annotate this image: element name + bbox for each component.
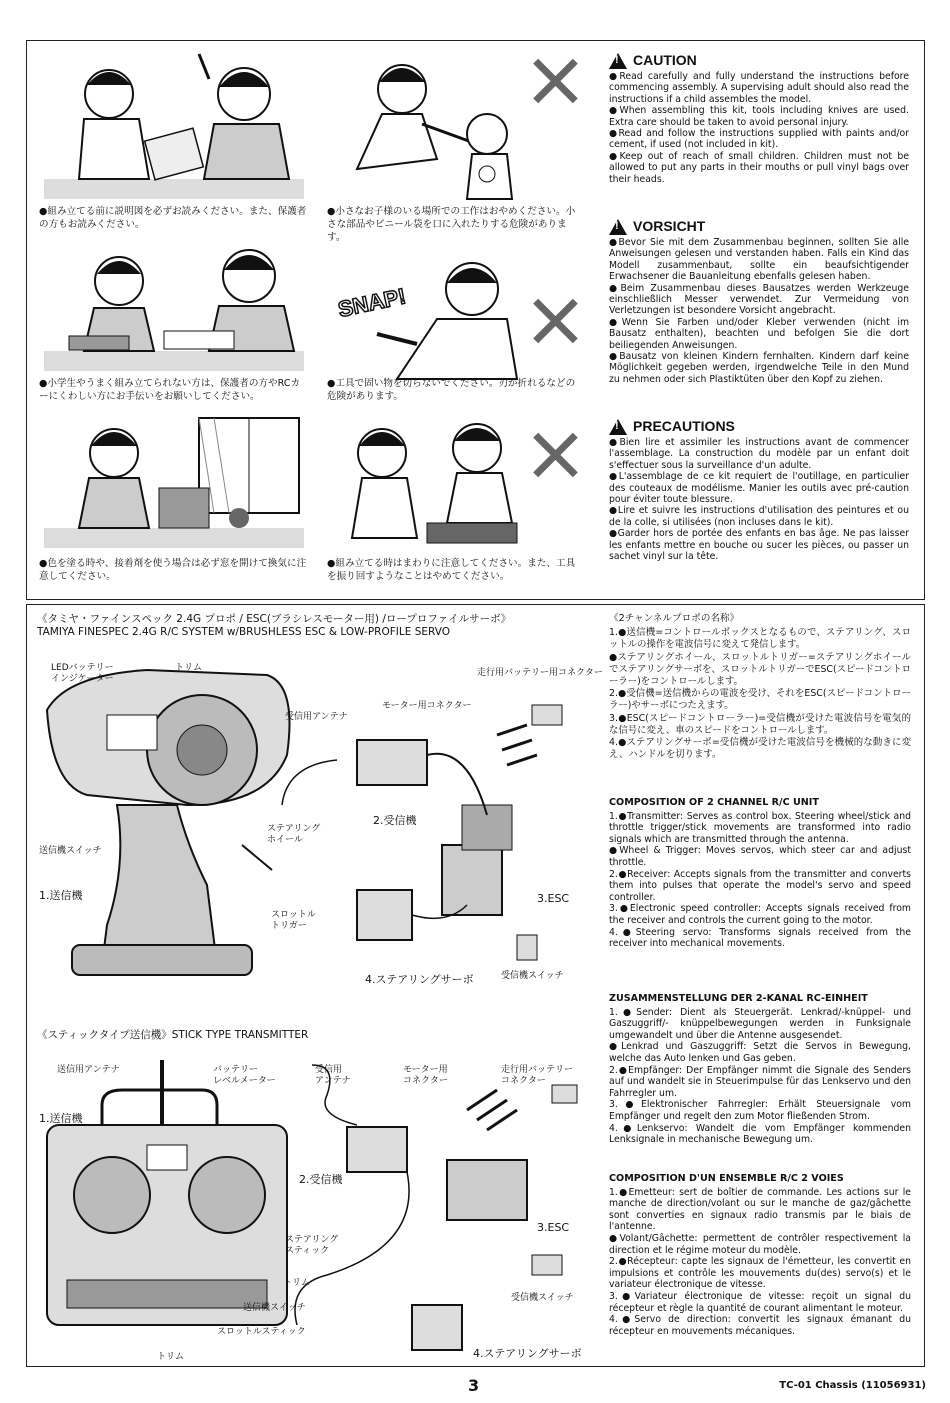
safety-panel (26, 40, 925, 600)
jp-composition-item: 3.●ESC(スピードコントローラー)=受信機が受けた電波信号を電気的な信号に変え、車のスピードをコントロールします。 (609, 712, 911, 736)
vorsicht-block (609, 219, 909, 385)
label-steering-servo-2: 4.ステアリングサーボ (473, 1347, 582, 1360)
page-number: 3 (468, 1376, 480, 1395)
de-composition-item: 1.●Sender: Dient als Steuergerät. Lenkrad/-knüppel- und Gaszuggriff/- knüppelbewegungen werden in Funksignale umgewandelt und über die Antenne ausgesendet. (609, 1006, 911, 1041)
label-rx-switch: 受信機スイッチ (501, 971, 564, 981)
vorsicht-item: ●Wenn Sie Farben und/oder Kleber verwenden (nicht im Bausatz enthalten), beachten und befolgen Sie die dort beiliegenden Anweisungen. (609, 316, 909, 351)
label-rx-antenna-2: 受信用 アンテナ (315, 1065, 351, 1086)
warning-triangle-icon (609, 53, 627, 69)
fr-composition-item: 1.●Emetteur: sert de boîtier de commande. Les actions sur le manche de direction/volant ou sur le manche de gaz/gâchette sont converties en signaux radio transmis par le biais de l'antenne. (609, 1186, 911, 1233)
en-composition-item: ●Wheel & Trigger: Moves servos, which steer car and adjust throttle. (609, 845, 911, 868)
en-composition-item: 1.●Transmitter: Serves as control box. Steering wheel/stick and throttle trigger/stick movements are transformed into radio signals which are transmitted through the antenna. (609, 810, 911, 845)
de-composition-item: 3.●Elektronischer Fahrregler: Erhält Steuersignale vom Empfänger und regelt den zum Motor fließenden Strom. (609, 1099, 911, 1122)
caution-title: CAUTION (633, 52, 697, 69)
label-trim-2: トリム (157, 1352, 185, 1362)
illustration-reading-manual (39, 49, 309, 204)
jp-composition-title: 《2チャンネルプロポの名称》 (609, 613, 740, 624)
en-composition-item: 4.●Steering servo: Transforms signals received from the receiver into mechanical movements. (609, 926, 911, 950)
prohibited-x-icon (533, 433, 577, 477)
vorsicht-title: VORSICHT (633, 218, 706, 235)
jp-composition-item: 4.●ステアリングサーボ=受信機が受けた電波信号を機械的な動きに変え、ハンドルを切ります。 (609, 737, 911, 761)
caution-item: ●Read and follow the instructions supplied with paints and/or cement, if used (not included in kit). (609, 128, 909, 151)
jp-composition-item: 2.●受信機=送信機からの電波を受け、それをESC(スピードコントローラー)やサーボにつたえます。 (609, 688, 911, 712)
label-receiver-2: 2.受信機 (299, 1173, 343, 1186)
jp-composition-item: 1.●送信機=コントロールボックスとなるもので、ステアリング、スロットルの操作を電波信号に変えて発信します。 (609, 627, 911, 651)
stick-transmitter-diagram (27, 1045, 602, 1365)
jp-note-3: ●小学生やうまく組み立てられない方は、保護者の方やRCカーにくわしい方にお手伝いをお願いしてください。 (39, 378, 301, 402)
vorsicht-item: ●Bevor Sie mit dem Zusammenbau beginnen, sollten Sie alle Anweisungen gelesen und verstanden haben. Falls ein Kind das Modell zusammenbaut, sollte ein beaufsichtigender Erwachsener die Bauanleitung ebenfalls gelesen haben. (609, 237, 909, 283)
fr-composition-item: 3.●Variateur électronique de vitesse: reçoit un signal du récepteur et règle la quantité de courant alimentant le moteur. (609, 1290, 911, 1314)
label-rx-switch-2: 受信機スイッチ (511, 1293, 574, 1303)
precautions-item: ●Garder hors de portée des enfants en bas âge. Ne pas laisser les enfants mettre en bouche ou sucer les pièces, ou passer un sachet vinyl sur la tête. (609, 528, 909, 563)
label-battery-meter: バッテリー レベルメーター (213, 1065, 276, 1086)
de-composition-title: ZUSAMMENSTELLUNG DER 2-KANAL RC-EINHEIT (609, 993, 868, 1004)
system-heading-jp: 《タミヤ・ファインスペック 2.4G プロポ / ESC(ブラシレスモーター用) /ロープロファイルサーボ》 (37, 613, 512, 625)
label-receiver: 2.受信機 (373, 814, 417, 827)
precautions-title: PRECAUTIONS (633, 418, 735, 435)
warning-triangle-icon (609, 219, 627, 235)
illustration-snap-tool (327, 249, 527, 389)
de-composition-item: 4.●Lenkservo: Wandelt die vom Empfänger kommenden Lenksignale in mechanische Bewegung um. (609, 1122, 911, 1146)
illustration-painting (39, 413, 309, 553)
vorsicht-item: ●Bausatz von kleinen Kindern fernhalten. Kindern darf keine Möglichkeit gegeben werden, irgendwelche Teile in den Mund zu nehmen oder sich Plastiktüten über den Kopf zu ziehen. (609, 351, 909, 385)
en-composition-title: COMPOSITION OF 2 CHANNEL R/C UNIT (609, 797, 819, 808)
label-battery-connector: 走行用バッテリー用コネクター (477, 668, 603, 678)
fr-composition-item: ●Volant/Gâchette: permettent de contrôler respectivement la direction et le régime moteur du modèle. (609, 1232, 911, 1256)
stick-heading: 《スティックタイプ送信機》STICK TYPE TRANSMITTER (37, 1029, 309, 1041)
prohibited-x-icon (533, 59, 577, 103)
caution-item: ●When assembling this kit, tools including knives are used. Extra care should be taken to avoid personal injury. (609, 105, 909, 128)
system-heading-en: TAMIYA FINESPEC 2.4G R/C SYSTEM w/BRUSHLESS ESC & LOW-PROFILE SERVO (37, 626, 450, 638)
label-battery-connector-2: 走行用バッテリー コネクター (501, 1065, 574, 1086)
fr-composition-title: COMPOSITION D'UN ENSEMBLE R/C 2 VOIES (609, 1173, 844, 1184)
rc-system-panel (26, 604, 925, 1367)
label-motor-connector-2: モーター用 コネクター (403, 1065, 448, 1086)
label-esc: 3.ESC (537, 892, 570, 905)
jp-note-1: ●組み立てる前に説明図を必ずお読みください。また、保護者の方もお読みください。 (39, 206, 307, 230)
en-composition (609, 797, 911, 950)
vorsicht-item: ●Beim Zusammenbau dieses Bausatzes werden Werkzeuge einschließlich Messer verwendet. Zur Vermeidung von Verletzungen ist besondere Vorsicht angebracht. (609, 282, 909, 317)
de-composition-item: 2.●Empfänger: Der Empfänger nimmt die Signale des Senders auf und wandelt sie in Steuerimpulse für das Lenkservo und den Fahrregler um. (609, 1064, 911, 1099)
illustration-swinging-tool (327, 413, 527, 553)
precautions-block (609, 419, 909, 562)
label-throttle-stick: スロットルスティック (217, 1327, 306, 1337)
fr-composition-item: 2.●Récepteur: capte les signaux de l'émetteur, les convertit en impulsions et contrôle les mouvements du(des) servo(s) et le variateur électronique de vitesse. (609, 1256, 911, 1291)
prohibited-x-icon (533, 299, 577, 343)
de-composition (609, 993, 911, 1146)
label-motor-connector: モーター用コネクター (382, 701, 472, 711)
label-tx-switch: 送信機スイッチ (39, 846, 102, 856)
jp-note-6: ●組み立てる時はまわりに注意してください。また、工具を振り回すようなことはやめてください。 (327, 558, 576, 582)
label-transmitter: 1.送信機 (39, 889, 83, 902)
caution-item: ●Read carefully and fully understand the instructions before commencing assembly. A supervising adult should also read the instructions if a child assembles the model. (609, 71, 909, 105)
illustration-adult-helping (39, 236, 309, 376)
snap-text: SNAP! (335, 283, 408, 322)
label-rx-antenna: 受信用アンテナ (285, 712, 348, 722)
precautions-item: ●Lire et suivre les instructions d'utilisation des peintures et ou de la colle, si utilisées (non incluses dans le kit). (609, 505, 909, 528)
label-trim-1: トリム (283, 1278, 311, 1288)
label-transmitter-2: 1.送信機 (39, 1112, 83, 1125)
fr-composition (609, 1173, 911, 1337)
label-tx-switch-2: 送信機スイッチ (243, 1303, 306, 1313)
label-tx-antenna: 送信用アンテナ (57, 1065, 120, 1075)
jp-composition (609, 613, 911, 761)
label-trim: トリム (175, 663, 203, 673)
label-esc-2: 3.ESC (537, 1221, 570, 1234)
caution-item: ●Keep out of reach of small children. Children must not be allowed to put any parts in their mouths or pull vinyl bags over their heads. (609, 150, 909, 185)
document-id: TC-01 Chassis (11056931) (779, 1380, 926, 1391)
de-composition-item: ●Lenkrad und Gaszuggriff: Setzt die Servos in Bewegung, welche das Auto lenken und Gas geben. (609, 1041, 911, 1064)
jp-note-4: ●工具で固い物を切らないでください。刃が折れるなどの危険があります。 (327, 378, 576, 402)
en-composition-item: 2.●Receiver: Accepts signals from the transmitter and converts them into pulses that operate the model's servo and speed controller. (609, 868, 911, 903)
precautions-item: ●Bien lire et assimiler les instructions avant de commencer l'assemblage. La construction du modèle par un enfant doit s'effectuer sous la surveillance d'un adulte. (609, 437, 909, 471)
label-steering-stick: ステアリング スティック (285, 1235, 339, 1256)
label-steering-wheel: ステアリング ホイール (267, 824, 321, 845)
caution-block (609, 53, 909, 185)
precautions-item: ●L'assemblage de ce kit requiert de l'outillage, en particulier des couteaux de modélisme. Manier les outils avec pré-caution pour éviter toute blessure. (609, 471, 909, 506)
label-steering-servo: 4.ステアリングサーボ (365, 973, 474, 986)
jp-note-5: ●色を塗る時や、接着剤を使う場合は必ず窓を開けて換気に注意してください。 (39, 558, 307, 582)
illustration-child-parts (327, 49, 527, 204)
en-composition-item: 3.●Electronic speed controller: Accepts signals received from the receiver and controls the current going to the motor. (609, 903, 911, 926)
label-throttle-trigger: スロットル トリガー (271, 910, 316, 931)
label-led-indicator: LEDバッテリー インジケーター (51, 663, 114, 684)
fr-composition-item: 4.●Servo de direction: convertit les signaux émanant du récepteur en mouvements mécaniques. (609, 1314, 911, 1337)
warning-triangle-icon (609, 419, 627, 435)
jp-note-2: ●小さなお子様のいる場所での工作はおやめください。小さな部品やビニール袋を口に入れたりする危険があります。 (327, 206, 576, 243)
jp-composition-item: ●ステアリングホイール、スロットルトリガー=ステアリングホイールでステアリングサーボを、スロットルトリガーでESC(スピードコントローラー)をコントロールします。 (609, 651, 911, 688)
